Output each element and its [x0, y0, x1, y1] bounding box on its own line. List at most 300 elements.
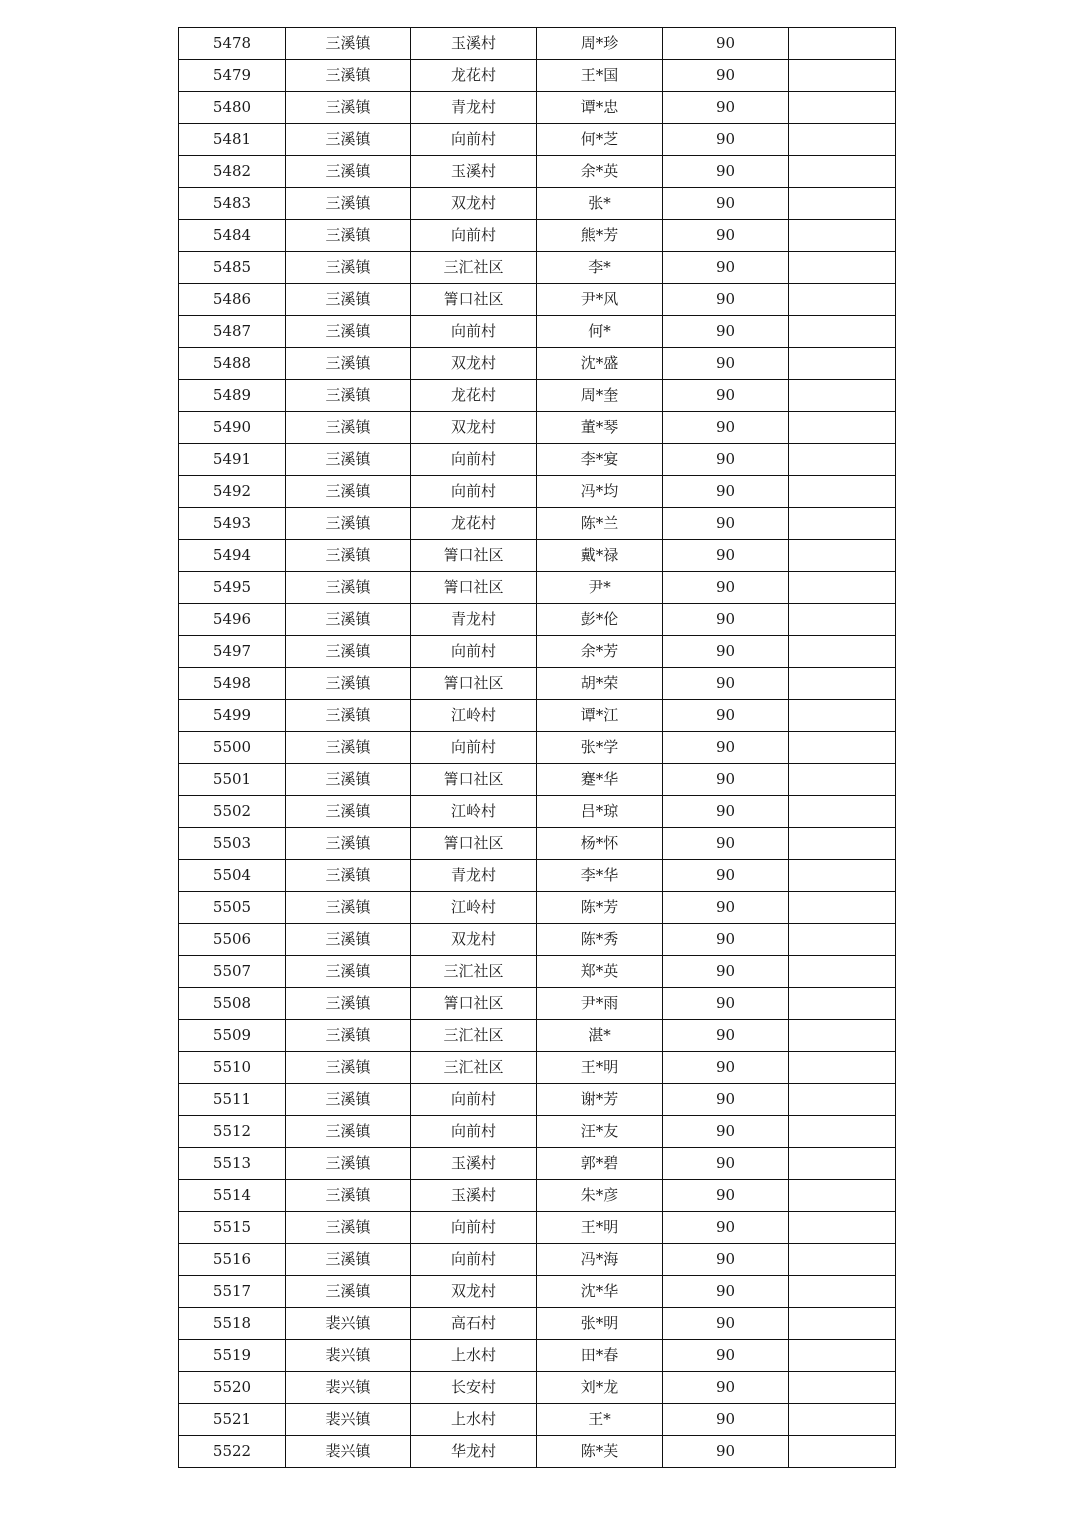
note-cell	[789, 956, 896, 988]
row-number-cell: 5485	[179, 252, 286, 284]
village-cell: 青龙村	[411, 92, 537, 124]
row-number-cell: 5498	[179, 668, 286, 700]
name-cell: 戴*禄	[537, 540, 663, 572]
table-row	[179, 636, 896, 668]
amount-cell: 90	[663, 700, 789, 732]
village-cell: 向前村	[411, 1116, 537, 1148]
town-cell: 三溪镇	[286, 860, 411, 892]
row-number-cell: 5499	[179, 700, 286, 732]
village-cell: 箐口社区	[411, 764, 537, 796]
note-cell	[789, 508, 896, 540]
town-cell: 裴兴镇	[286, 1340, 411, 1372]
name-cell: 汪*友	[537, 1116, 663, 1148]
amount-cell: 90	[663, 636, 789, 668]
note-cell	[789, 348, 896, 380]
note-cell	[789, 540, 896, 572]
village-cell: 向前村	[411, 124, 537, 156]
amount-cell: 90	[663, 572, 789, 604]
village-cell: 龙花村	[411, 60, 537, 92]
table-row	[179, 860, 896, 892]
village-cell: 箐口社区	[411, 988, 537, 1020]
note-cell	[789, 92, 896, 124]
note-cell	[789, 412, 896, 444]
village-cell: 双龙村	[411, 348, 537, 380]
town-cell: 裴兴镇	[286, 1372, 411, 1404]
amount-cell: 90	[663, 188, 789, 220]
village-cell: 箐口社区	[411, 828, 537, 860]
note-cell	[789, 1340, 896, 1372]
amount-cell: 90	[663, 1148, 789, 1180]
note-cell	[789, 252, 896, 284]
note-cell	[789, 1180, 896, 1212]
note-cell	[789, 1404, 896, 1436]
table-row	[179, 60, 896, 92]
amount-cell: 90	[663, 540, 789, 572]
row-number-cell: 5515	[179, 1212, 286, 1244]
name-cell: 沈*华	[537, 1276, 663, 1308]
roster-table	[178, 27, 896, 1468]
amount-cell: 90	[663, 1116, 789, 1148]
village-cell: 箐口社区	[411, 572, 537, 604]
name-cell: 沈*盛	[537, 348, 663, 380]
village-cell: 向前村	[411, 1212, 537, 1244]
name-cell: 彭*伦	[537, 604, 663, 636]
amount-cell: 90	[663, 92, 789, 124]
name-cell: 朱*彦	[537, 1180, 663, 1212]
note-cell	[789, 284, 896, 316]
town-cell: 三溪镇	[286, 636, 411, 668]
town-cell: 三溪镇	[286, 92, 411, 124]
row-number-cell: 5494	[179, 540, 286, 572]
note-cell	[789, 860, 896, 892]
note-cell	[789, 444, 896, 476]
amount-cell: 90	[663, 28, 789, 60]
note-cell	[789, 1084, 896, 1116]
name-cell: 刘*龙	[537, 1372, 663, 1404]
village-cell: 玉溪村	[411, 156, 537, 188]
row-number-cell: 5495	[179, 572, 286, 604]
table-row	[179, 924, 896, 956]
amount-cell: 90	[663, 476, 789, 508]
name-cell: 尹*雨	[537, 988, 663, 1020]
table-row	[179, 1436, 896, 1468]
name-cell: 郭*碧	[537, 1148, 663, 1180]
table-row	[179, 220, 896, 252]
row-number-cell: 5506	[179, 924, 286, 956]
village-cell: 双龙村	[411, 188, 537, 220]
town-cell: 三溪镇	[286, 476, 411, 508]
town-cell: 三溪镇	[286, 604, 411, 636]
row-number-cell: 5496	[179, 604, 286, 636]
table-row	[179, 988, 896, 1020]
row-number-cell: 5482	[179, 156, 286, 188]
town-cell: 三溪镇	[286, 1244, 411, 1276]
village-cell: 向前村	[411, 1244, 537, 1276]
name-cell: 胡*荣	[537, 668, 663, 700]
town-cell: 三溪镇	[286, 156, 411, 188]
town-cell: 三溪镇	[286, 444, 411, 476]
village-cell: 玉溪村	[411, 1148, 537, 1180]
row-number-cell: 5504	[179, 860, 286, 892]
name-cell: 王*	[537, 1404, 663, 1436]
table-row	[179, 1084, 896, 1116]
table-row	[179, 668, 896, 700]
note-cell	[789, 988, 896, 1020]
row-number-cell: 5500	[179, 732, 286, 764]
row-number-cell: 5509	[179, 1020, 286, 1052]
name-cell: 余*芳	[537, 636, 663, 668]
row-number-cell: 5510	[179, 1052, 286, 1084]
note-cell	[789, 1212, 896, 1244]
town-cell: 三溪镇	[286, 956, 411, 988]
village-cell: 双龙村	[411, 1276, 537, 1308]
table-row	[179, 1180, 896, 1212]
row-number-cell: 5511	[179, 1084, 286, 1116]
table-row	[179, 156, 896, 188]
name-cell: 何*	[537, 316, 663, 348]
village-cell: 双龙村	[411, 412, 537, 444]
amount-cell: 90	[663, 220, 789, 252]
name-cell: 熊*芳	[537, 220, 663, 252]
amount-cell: 90	[663, 508, 789, 540]
row-number-cell: 5483	[179, 188, 286, 220]
amount-cell: 90	[663, 412, 789, 444]
table-row	[179, 1052, 896, 1084]
town-cell: 三溪镇	[286, 700, 411, 732]
amount-cell: 90	[663, 124, 789, 156]
row-number-cell: 5491	[179, 444, 286, 476]
row-number-cell: 5481	[179, 124, 286, 156]
note-cell	[789, 828, 896, 860]
note-cell	[789, 636, 896, 668]
note-cell	[789, 572, 896, 604]
name-cell: 陈*秀	[537, 924, 663, 956]
table-row	[179, 1276, 896, 1308]
village-cell: 向前村	[411, 476, 537, 508]
name-cell: 尹*	[537, 572, 663, 604]
village-cell: 青龙村	[411, 604, 537, 636]
amount-cell: 90	[663, 668, 789, 700]
amount-cell: 90	[663, 1212, 789, 1244]
name-cell: 李*	[537, 252, 663, 284]
note-cell	[789, 668, 896, 700]
note-cell	[789, 1244, 896, 1276]
amount-cell: 90	[663, 1084, 789, 1116]
amount-cell: 90	[663, 156, 789, 188]
town-cell: 三溪镇	[286, 508, 411, 540]
note-cell	[789, 1148, 896, 1180]
town-cell: 三溪镇	[286, 124, 411, 156]
row-number-cell: 5502	[179, 796, 286, 828]
village-cell: 玉溪村	[411, 28, 537, 60]
note-cell	[789, 1116, 896, 1148]
note-cell	[789, 1020, 896, 1052]
town-cell: 三溪镇	[286, 60, 411, 92]
village-cell: 箐口社区	[411, 284, 537, 316]
amount-cell: 90	[663, 604, 789, 636]
village-cell: 华龙村	[411, 1436, 537, 1468]
table-row	[179, 508, 896, 540]
town-cell: 三溪镇	[286, 380, 411, 412]
name-cell: 冯*海	[537, 1244, 663, 1276]
name-cell: 冯*均	[537, 476, 663, 508]
village-cell: 三汇社区	[411, 252, 537, 284]
table-row	[179, 284, 896, 316]
village-cell: 龙花村	[411, 508, 537, 540]
amount-cell: 90	[663, 1276, 789, 1308]
row-number-cell: 5489	[179, 380, 286, 412]
village-cell: 向前村	[411, 444, 537, 476]
table-row	[179, 380, 896, 412]
note-cell	[789, 700, 896, 732]
row-number-cell: 5487	[179, 316, 286, 348]
table-row	[179, 1020, 896, 1052]
amount-cell: 90	[663, 1180, 789, 1212]
row-number-cell: 5512	[179, 1116, 286, 1148]
table-row	[179, 796, 896, 828]
amount-cell: 90	[663, 860, 789, 892]
table-row	[179, 124, 896, 156]
row-number-cell: 5521	[179, 1404, 286, 1436]
row-number-cell: 5516	[179, 1244, 286, 1276]
amount-cell: 90	[663, 348, 789, 380]
amount-cell: 90	[663, 956, 789, 988]
name-cell: 尹*风	[537, 284, 663, 316]
town-cell: 三溪镇	[286, 1180, 411, 1212]
note-cell	[789, 1276, 896, 1308]
row-number-cell: 5505	[179, 892, 286, 924]
village-cell: 三汇社区	[411, 956, 537, 988]
name-cell: 蹇*华	[537, 764, 663, 796]
table-row	[179, 1404, 896, 1436]
note-cell	[789, 764, 896, 796]
name-cell: 张*	[537, 188, 663, 220]
amount-cell: 90	[663, 252, 789, 284]
table-row	[179, 764, 896, 796]
name-cell: 周*珍	[537, 28, 663, 60]
name-cell: 陈*兰	[537, 508, 663, 540]
name-cell: 谭*江	[537, 700, 663, 732]
amount-cell: 90	[663, 1404, 789, 1436]
note-cell	[789, 892, 896, 924]
name-cell: 谭*忠	[537, 92, 663, 124]
amount-cell: 90	[663, 1340, 789, 1372]
amount-cell: 90	[663, 316, 789, 348]
village-cell: 玉溪村	[411, 1180, 537, 1212]
village-cell: 箐口社区	[411, 668, 537, 700]
name-cell: 董*琴	[537, 412, 663, 444]
table-row	[179, 444, 896, 476]
note-cell	[789, 924, 896, 956]
table-row	[179, 572, 896, 604]
town-cell: 三溪镇	[286, 1148, 411, 1180]
village-cell: 上水村	[411, 1404, 537, 1436]
village-cell: 向前村	[411, 220, 537, 252]
amount-cell: 90	[663, 1308, 789, 1340]
name-cell: 陈*芙	[537, 1436, 663, 1468]
row-number-cell: 5508	[179, 988, 286, 1020]
name-cell: 王*国	[537, 60, 663, 92]
table-row	[179, 1308, 896, 1340]
row-number-cell: 5490	[179, 412, 286, 444]
amount-cell: 90	[663, 1052, 789, 1084]
village-cell: 三汇社区	[411, 1020, 537, 1052]
name-cell: 张*学	[537, 732, 663, 764]
table-row	[179, 732, 896, 764]
town-cell: 三溪镇	[286, 796, 411, 828]
name-cell: 吕*琼	[537, 796, 663, 828]
town-cell: 三溪镇	[286, 252, 411, 284]
table-row	[179, 92, 896, 124]
name-cell: 陈*芳	[537, 892, 663, 924]
table-row	[179, 1148, 896, 1180]
village-cell: 向前村	[411, 636, 537, 668]
town-cell: 三溪镇	[286, 412, 411, 444]
town-cell: 三溪镇	[286, 348, 411, 380]
table-row	[179, 348, 896, 380]
note-cell	[789, 60, 896, 92]
table-row	[179, 1244, 896, 1276]
amount-cell: 90	[663, 732, 789, 764]
village-cell: 三汇社区	[411, 1052, 537, 1084]
town-cell: 三溪镇	[286, 1212, 411, 1244]
town-cell: 三溪镇	[286, 572, 411, 604]
village-cell: 箐口社区	[411, 540, 537, 572]
amount-cell: 90	[663, 796, 789, 828]
row-number-cell: 5501	[179, 764, 286, 796]
name-cell: 杨*怀	[537, 828, 663, 860]
amount-cell: 90	[663, 444, 789, 476]
village-cell: 龙花村	[411, 380, 537, 412]
note-cell	[789, 28, 896, 60]
table-row	[179, 1340, 896, 1372]
row-number-cell: 5493	[179, 508, 286, 540]
name-cell: 湛*	[537, 1020, 663, 1052]
town-cell: 三溪镇	[286, 540, 411, 572]
town-cell: 三溪镇	[286, 828, 411, 860]
row-number-cell: 5520	[179, 1372, 286, 1404]
town-cell: 裴兴镇	[286, 1436, 411, 1468]
row-number-cell: 5480	[179, 92, 286, 124]
table-row	[179, 1372, 896, 1404]
name-cell: 王*明	[537, 1052, 663, 1084]
village-cell: 青龙村	[411, 860, 537, 892]
table-row	[179, 1212, 896, 1244]
note-cell	[789, 1372, 896, 1404]
town-cell: 三溪镇	[286, 924, 411, 956]
amount-cell: 90	[663, 1372, 789, 1404]
village-cell: 向前村	[411, 316, 537, 348]
amount-cell: 90	[663, 828, 789, 860]
table-row	[179, 828, 896, 860]
town-cell: 三溪镇	[286, 764, 411, 796]
town-cell: 三溪镇	[286, 188, 411, 220]
row-number-cell: 5514	[179, 1180, 286, 1212]
town-cell: 裴兴镇	[286, 1308, 411, 1340]
village-cell: 长安村	[411, 1372, 537, 1404]
name-cell: 余*英	[537, 156, 663, 188]
name-cell: 田*春	[537, 1340, 663, 1372]
name-cell: 张*明	[537, 1308, 663, 1340]
village-cell: 高石村	[411, 1308, 537, 1340]
village-cell: 向前村	[411, 1084, 537, 1116]
village-cell: 江岭村	[411, 796, 537, 828]
town-cell: 三溪镇	[286, 28, 411, 60]
row-number-cell: 5479	[179, 60, 286, 92]
amount-cell: 90	[663, 892, 789, 924]
table-row	[179, 188, 896, 220]
table-row	[179, 604, 896, 636]
village-cell: 江岭村	[411, 892, 537, 924]
amount-cell: 90	[663, 380, 789, 412]
row-number-cell: 5518	[179, 1308, 286, 1340]
row-number-cell: 5503	[179, 828, 286, 860]
note-cell	[789, 604, 896, 636]
note-cell	[789, 380, 896, 412]
town-cell: 三溪镇	[286, 1020, 411, 1052]
note-cell	[789, 1052, 896, 1084]
town-cell: 裴兴镇	[286, 1404, 411, 1436]
row-number-cell: 5486	[179, 284, 286, 316]
note-cell	[789, 732, 896, 764]
town-cell: 三溪镇	[286, 988, 411, 1020]
amount-cell: 90	[663, 60, 789, 92]
town-cell: 三溪镇	[286, 1116, 411, 1148]
village-cell: 双龙村	[411, 924, 537, 956]
amount-cell: 90	[663, 1436, 789, 1468]
table-row	[179, 892, 896, 924]
town-cell: 三溪镇	[286, 892, 411, 924]
note-cell	[789, 220, 896, 252]
row-number-cell: 5522	[179, 1436, 286, 1468]
name-cell: 李*华	[537, 860, 663, 892]
table-row	[179, 956, 896, 988]
amount-cell: 90	[663, 1244, 789, 1276]
row-number-cell: 5484	[179, 220, 286, 252]
town-cell: 三溪镇	[286, 220, 411, 252]
note-cell	[789, 1308, 896, 1340]
note-cell	[789, 156, 896, 188]
amount-cell: 90	[663, 1020, 789, 1052]
roster-table-body	[179, 28, 896, 1468]
row-number-cell: 5492	[179, 476, 286, 508]
amount-cell: 90	[663, 988, 789, 1020]
village-cell: 江岭村	[411, 700, 537, 732]
table-row	[179, 476, 896, 508]
village-cell: 上水村	[411, 1340, 537, 1372]
note-cell	[789, 796, 896, 828]
amount-cell: 90	[663, 284, 789, 316]
town-cell: 三溪镇	[286, 284, 411, 316]
row-number-cell: 5497	[179, 636, 286, 668]
town-cell: 三溪镇	[286, 1052, 411, 1084]
name-cell: 郑*英	[537, 956, 663, 988]
row-number-cell: 5517	[179, 1276, 286, 1308]
town-cell: 三溪镇	[286, 668, 411, 700]
town-cell: 三溪镇	[286, 1276, 411, 1308]
note-cell	[789, 316, 896, 348]
town-cell: 三溪镇	[286, 1084, 411, 1116]
table-row	[179, 540, 896, 572]
name-cell: 王*明	[537, 1212, 663, 1244]
amount-cell: 90	[663, 924, 789, 956]
note-cell	[789, 476, 896, 508]
table-row	[179, 1116, 896, 1148]
amount-cell: 90	[663, 764, 789, 796]
row-number-cell: 5478	[179, 28, 286, 60]
row-number-cell: 5507	[179, 956, 286, 988]
name-cell: 李*宴	[537, 444, 663, 476]
